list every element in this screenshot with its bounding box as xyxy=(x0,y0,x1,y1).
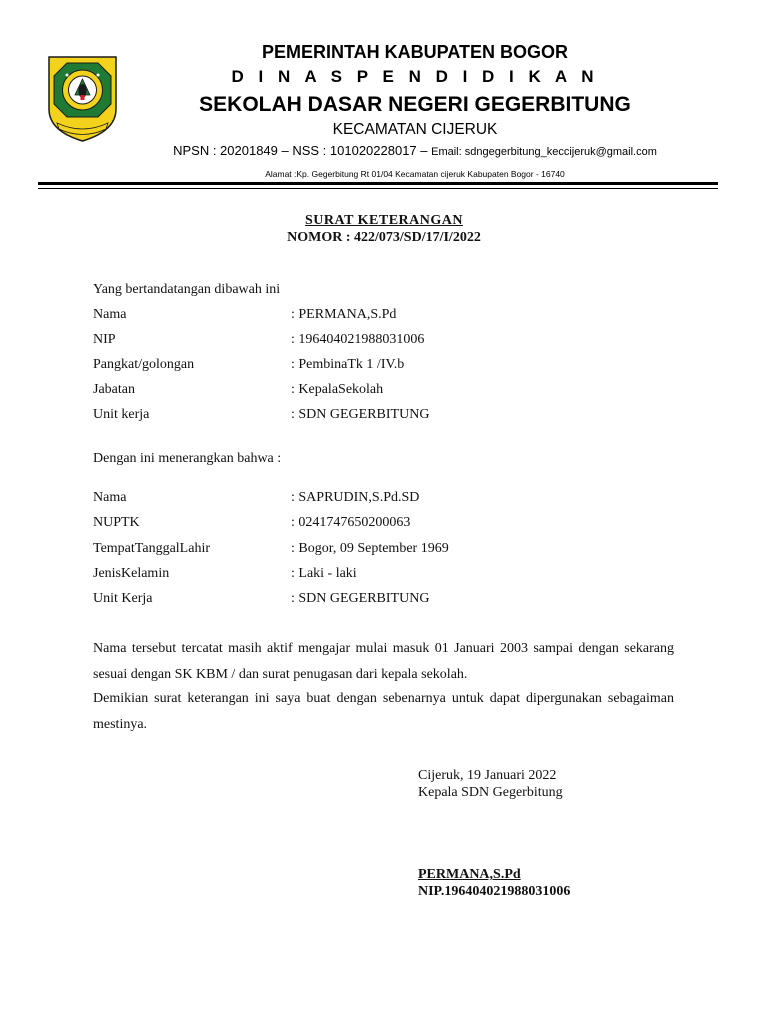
field-label: Unit kerja xyxy=(93,407,150,422)
field-value: : Laki - laki xyxy=(291,566,357,581)
school-ids xyxy=(140,140,690,163)
field-value: : SDN GEGERBITUNG xyxy=(291,591,430,606)
school-address: Alamat :Kp. Gegerbitung Rt 01/04 Kecamatan cijeruk Kabupaten Bogor - 16740 xyxy=(265,169,565,179)
letter-title-block xyxy=(0,212,768,246)
field-label: JenisKelamin xyxy=(93,566,170,581)
closing-paragraph: Demikian surat keterangan ini saya buat dengan sebenarnya untuk dapat dipergunakan sebagaiman mestinya. xyxy=(93,691,674,732)
letterhead-divider-thick xyxy=(38,182,718,185)
field-value: : Bogor, 09 September 1969 xyxy=(291,541,449,556)
letterhead-divider-thin xyxy=(38,188,718,189)
signer-field-row xyxy=(93,406,693,424)
letterhead-text xyxy=(140,40,690,179)
subject-field-row xyxy=(93,565,693,583)
signature-position: Kepala SDN Gegerbitung xyxy=(418,785,563,800)
intro-text: Yang bertandatangan dibawah ini xyxy=(93,282,281,297)
school-id-numbers: NPSN : 20201849 – NSS : 101020228017 – xyxy=(173,143,432,158)
bogor-regency-emblem-icon xyxy=(45,49,120,144)
letter-title: SURAT KETERANGAN xyxy=(304,213,463,228)
signatory-nip: NIP.196404021988031006 xyxy=(418,884,571,899)
subject-field-row xyxy=(93,514,693,532)
field-label: NIP xyxy=(93,332,116,347)
signatory-name: PERMANA,S.Pd xyxy=(418,867,521,882)
field-value: : SAPRUDIN,S.Pd.SD xyxy=(291,490,420,505)
signer-field-row xyxy=(93,306,693,324)
subject-field-row xyxy=(93,540,693,558)
signer-field-row xyxy=(93,331,693,349)
school-email: Email: sdngegerbitung_keccijeruk@gmail.com xyxy=(431,146,657,158)
field-label: NUPTK xyxy=(93,515,140,530)
field-label: Pangkat/golongan xyxy=(93,357,195,372)
field-label: Nama xyxy=(93,307,127,322)
field-value: : 196404021988031006 xyxy=(291,332,425,347)
field-label: TempatTanggalLahir xyxy=(93,541,210,556)
letterhead xyxy=(0,0,768,195)
signer-field-row xyxy=(93,381,693,399)
government-name: PEMERINTAH KABUPATEN BOGOR xyxy=(262,42,568,62)
field-value: : 0241747650200063 xyxy=(291,515,411,530)
signature-place-date: Cijeruk, 19 Januari 2022 xyxy=(418,768,557,783)
school-name: SEKOLAH DASAR NEGERI GEGERBITUNG xyxy=(199,93,631,116)
field-label: Nama xyxy=(93,490,127,505)
statement-text: Dengan ini menerangkan bahwa : xyxy=(93,451,282,466)
letter-number: NOMOR : 422/073/SD/17/I/2022 xyxy=(287,230,481,245)
subject-field-row xyxy=(93,489,693,507)
field-label: Jabatan xyxy=(93,382,135,397)
signer-field-row xyxy=(93,356,693,374)
district-name: KECAMATAN CIJERUK xyxy=(332,121,498,138)
subject-field-row xyxy=(93,590,693,608)
department-name: D I N A S P E N D I D I K A N xyxy=(231,67,599,86)
field-value: : PembinaTk 1 /IV.b xyxy=(291,357,405,372)
field-label: Unit Kerja xyxy=(93,591,153,606)
body-paragraph: Nama tersebut tercatat masih aktif mengajar mulai masuk 01 Januari 2003 sampai dengan sekarang sesuai dengan SK KBM / dan surat penugasan dari kepala sekolah. xyxy=(93,641,674,682)
field-value: : SDN GEGERBITUNG xyxy=(291,407,430,422)
field-value: : KepalaSekolah xyxy=(291,382,384,397)
field-value: : PERMANA,S.Pd xyxy=(291,307,397,322)
